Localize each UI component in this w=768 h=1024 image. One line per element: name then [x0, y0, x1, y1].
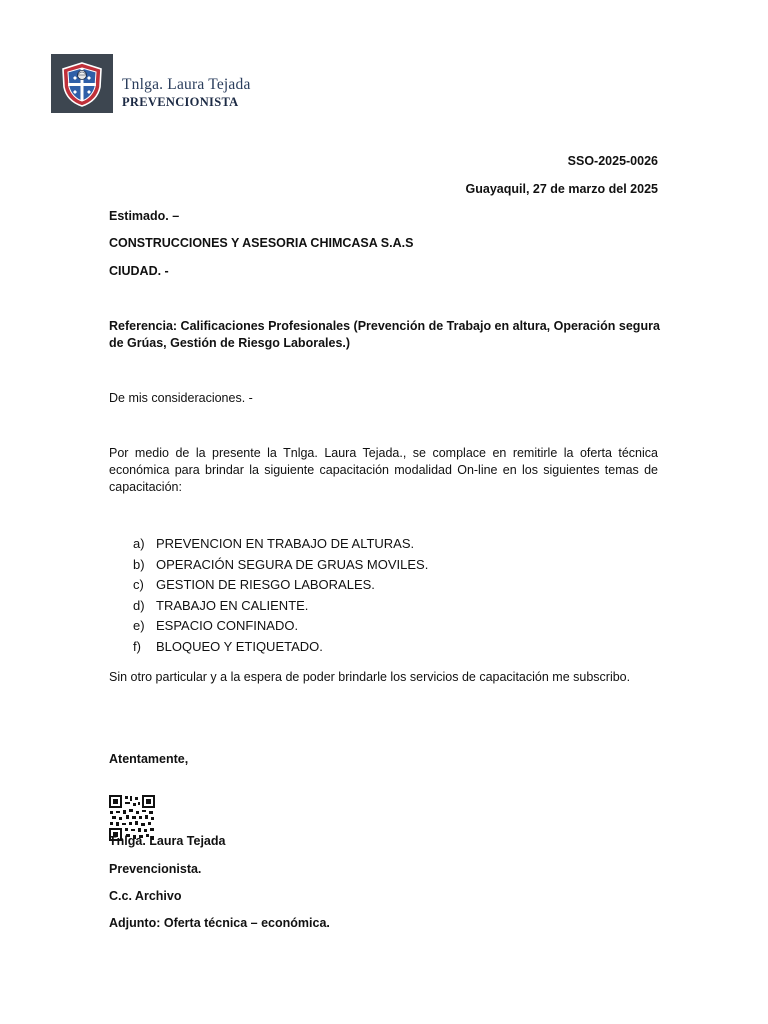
- closing-paragraph: Sin otro particular y a la espera de poder brindarle los servicios de capacitación me subscribo.: [109, 670, 631, 684]
- list-item: c) GESTION DE RIESGO LABORALES.: [133, 577, 375, 592]
- sign-off: Atentamente,: [109, 752, 189, 766]
- greeting: De mis consideraciones. -: [109, 391, 253, 405]
- topics-list: [133, 535, 428, 658]
- reference-code: SSO-2025-0026: [567, 154, 658, 168]
- signer-name: Tnlga. Laura Tejada: [109, 834, 226, 848]
- list-item: f) BLOQUEO Y ETIQUETADO.: [133, 638, 323, 654]
- city: CIUDAD. -: [109, 264, 169, 278]
- signer-title: Prevencionista.: [109, 862, 202, 876]
- brand-name: Tnlga. Laura Tejada: [122, 76, 251, 93]
- subject-line-2: de Grúas, Gestión de Riesgo Laborales.): [109, 336, 351, 350]
- list-item: d) TRABAJO EN CALIENTE.: [133, 597, 309, 613]
- list-item: e) ESPACIO CONFINADO.: [133, 618, 299, 633]
- body-paragraph: Por medio de la presente la Tnlga. Laura Tejada., se complace en remitirle la oferta técnica económica para brindar la siguiente capacitación modalidad On-line en los siguientes temas de capacitación:: [109, 446, 658, 494]
- safety-shield-icon: [51, 54, 113, 113]
- recipient: CONSTRUCCIONES Y ASESORIA CHIMCASA S.A.S: [109, 236, 414, 250]
- cc-line: C.c. Archivo: [109, 889, 182, 903]
- attachment-line: Adjunto: Oferta técnica – económica.: [109, 916, 330, 930]
- list-item: b) OPERACIÓN SEGURA DE GRUAS MOVILES.: [133, 556, 429, 572]
- list-item: a) PREVENCION EN TRABAJO DE ALTURAS.: [133, 536, 415, 551]
- subject-line-1: Referencia: Calificaciones Profesionales (Prevención de Trabajo en altura, Operación segura: [109, 319, 660, 333]
- salutation: Estimado. –: [109, 209, 180, 223]
- place-date: Guayaquil, 27 de marzo del 2025: [465, 182, 658, 196]
- brand-role: PREVENCIONISTA: [122, 95, 239, 109]
